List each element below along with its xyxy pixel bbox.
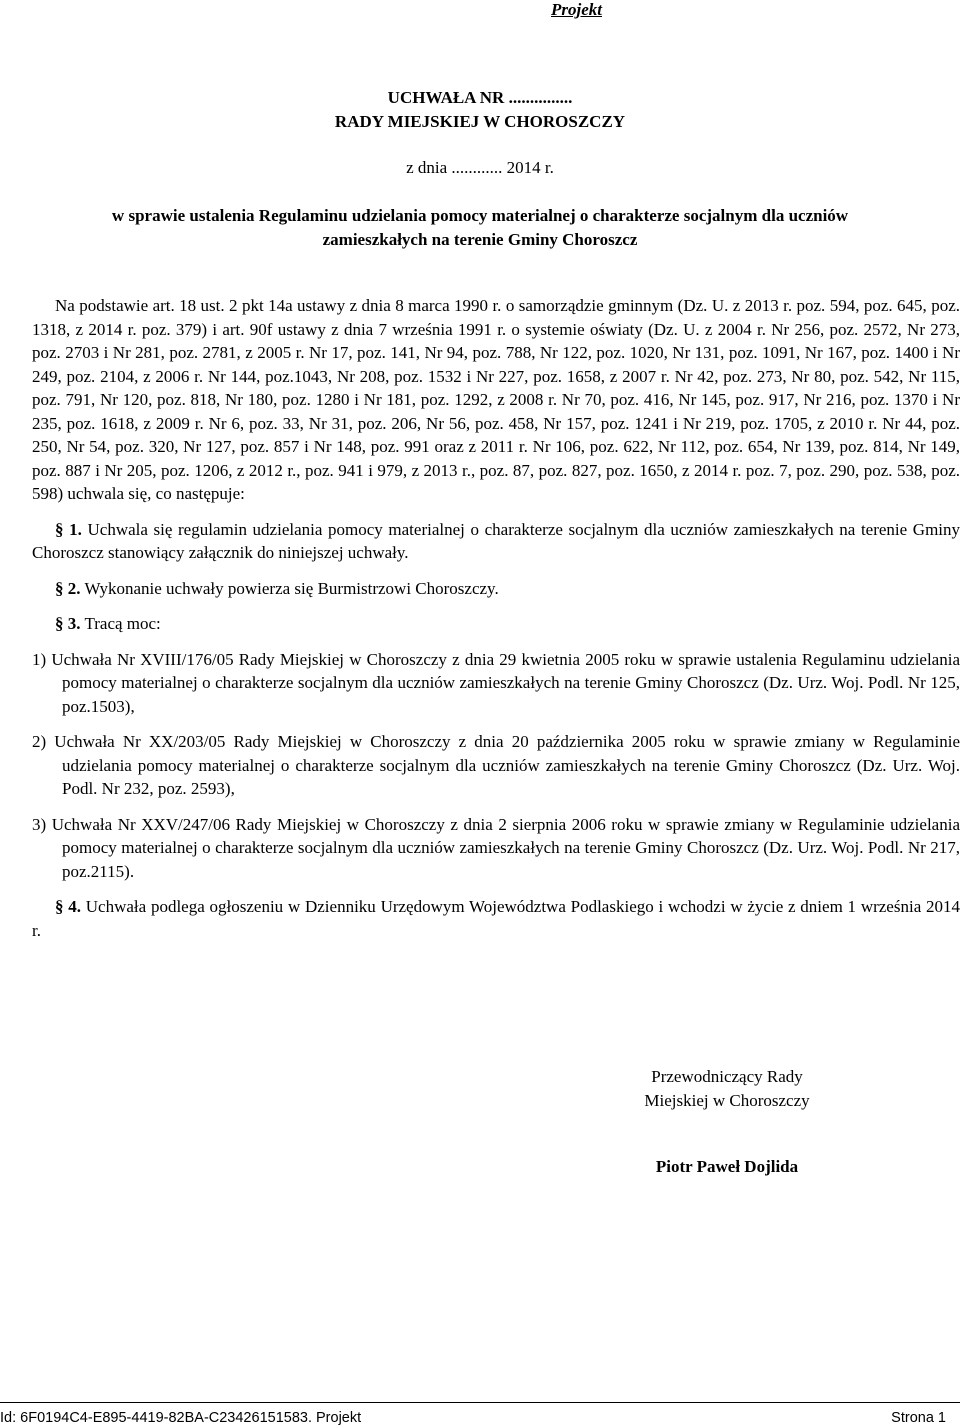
repealed-list (32, 648, 960, 884)
list-item (32, 813, 960, 884)
resolution-number: UCHWAŁA NR ............... (387, 88, 573, 107)
list-item (32, 730, 960, 801)
resolution-date: z dnia ............ 2014 r. (406, 158, 554, 177)
section-4 (32, 895, 960, 942)
resolution-title (0, 86, 960, 134)
legal-basis-preamble: Na podstawie art. 18 ust. 2 pkt 14a ustawy z dnia 8 marca 1990 r. o samorządzie gminnym (Dz. U. z 2013 r. poz. 594, poz. 645, poz. 1318, z 2014 r. poz. 379) i art. 90f ustawy z dnia 7 września 1991 r. o systemie oświaty (Dz. U. z 2004 r. Nr 256, poz. 2572, Nr 273, poz. 2703 i Nr 281, poz. 2781, z 2005 r. Nr 17, poz. 141, Nr 94, poz. 788, Nr 122, poz. 1020, Nr 131, poz. 1091, Nr 167, poz. 1400 i Nr 249, poz. 2104, z 2006 r. Nr 144, poz.1043, Nr 208, poz. 1532 i Nr 227, poz. 1658, z 2007 r. Nr 42, poz. 273, Nr 80, poz. 542, Nr 115, poz. 791, Nr 120, poz. 818, Nr 180, poz. 1280 i Nr 181, poz. 1292, z 2008 r. Nr 70, poz. 416, Nr 145, poz. 917, Nr 216, poz. 1370 i Nr 235, poz. 1618, z 2009 r. Nr 6, poz. 33, Nr 31, poz. 206, Nr 56, poz. 458, Nr 157, poz. 1241 i Nr 219, poz. 1705, z 2010 r. Nr 44, poz. 250, Nr 54, poz. 320, Nr 127, poz. 857 i Nr 148, poz. 991 oraz z 2011 r. Nr 106, poz. 622, Nr 112, poz. 654, Nr 139, poz. 814, Nr 149, poz. 887 i Nr 205, poz. 1206, z 2012 r., poz. 941 i 979, z 2013 r., poz. 87, poz. 827, poz. 1650, z 2014 r. poz. 7, poz. 290, poz. 538, poz. 598) uchwala się, co następuje: (32, 296, 960, 503)
section-1 (32, 518, 960, 565)
document-id: Id: 6F0194C4-E895-4419-82BA-C23426151583. Projekt (0, 1410, 362, 1426)
list-item-text: Uchwała Nr XXV/247/06 Rady Miejskiej w Choroszczy z dnia 2 sierpnia 2006 roku w sprawie zmiany w Regulaminie udzielania pomocy materialnej o charakterze socjalnym dla uczniów zamieszkałych na terenie Gminy Choroszcz (Dz. Urz. Woj. Podl. Nr 217, poz.2115). (51, 814, 960, 881)
document-body (32, 294, 960, 942)
section-3-number: § 3. (55, 614, 81, 633)
signatory-name: Piotr Paweł Dojlida (655, 1157, 799, 1176)
council-name: RADY MIEJSKIEJ W CHOROSZCZY (334, 112, 626, 131)
section-2-text: Wykonanie uchwały powierza się Burmistrzowi Choroszczy. (84, 578, 499, 598)
list-item-number: 1) (32, 649, 47, 669)
section-4-number: § 4. (55, 897, 82, 916)
section-3-text: Tracą moc: (84, 614, 161, 633)
page-footer (0, 1408, 960, 1428)
section-2 (32, 577, 960, 601)
section-2-number: § 2. (55, 578, 81, 598)
list-item-text: Uchwała Nr XX/203/05 Rady Miejskiej w Choroszczy z dnia 20 października 2005 roku w sprawie zmiany w Regulaminie udzielania pomocy materialnej o charakterze socjalnym dla uczniów zamieszkałych na terenie Gminy Choroszcz (Dz. Urz. Woj. Podl. Nr 232, poz. 2593), (54, 732, 960, 798)
section-1-number: § 1. (55, 519, 82, 539)
footer-divider (0, 1402, 960, 1403)
resolution-subject (0, 204, 960, 252)
section-1-text: Uchwala się regulamin udzielania pomocy materialnej o charakterze socjalnym dla uczniów zamieszkałych na terenie Gminy Choroszcz stanowiący załącznik do niniejszej uchwały. (32, 519, 960, 562)
section-4-text: Uchwała podlega ogłoszeniu w Dzienniku Urzędowym Województwa Podlaskiego i wchodzi w życie z dniem 1 września 2014 r. (32, 897, 960, 940)
list-item-number: 2) (32, 732, 47, 751)
projekt-label: Projekt (551, 0, 602, 19)
subject-line-2: zamieszkałych na terenie Gminy Choroszcz (322, 230, 638, 249)
list-item (32, 648, 960, 719)
subject-line-1: w sprawie ustalenia Regulaminu udzielania pomocy materialnej o charakterze socjalnym dla uczniów (111, 206, 849, 225)
signature-role-line-2: Miejskiej w Choroszczy (644, 1091, 810, 1110)
signature-role-line-1: Przewodniczący Rady (651, 1067, 803, 1086)
section-3 (32, 612, 960, 636)
page-number: Strona 1 (891, 1410, 946, 1426)
list-item-text: Uchwała Nr XVIII/176/05 Rady Miejskiej w Choroszczy z dnia 29 kwietnia 2005 roku w sprawie ustalenia Regulaminu udzielania pomocy materialnej o charakterze socjalnym dla uczniów zamieszkałych na terenie Gminy Choroszcz (Dz. Urz. Woj. Podl. Nr 125, poz.1503), (51, 649, 960, 716)
list-item-number: 3) (32, 814, 47, 834)
signature-role (612, 1065, 842, 1113)
